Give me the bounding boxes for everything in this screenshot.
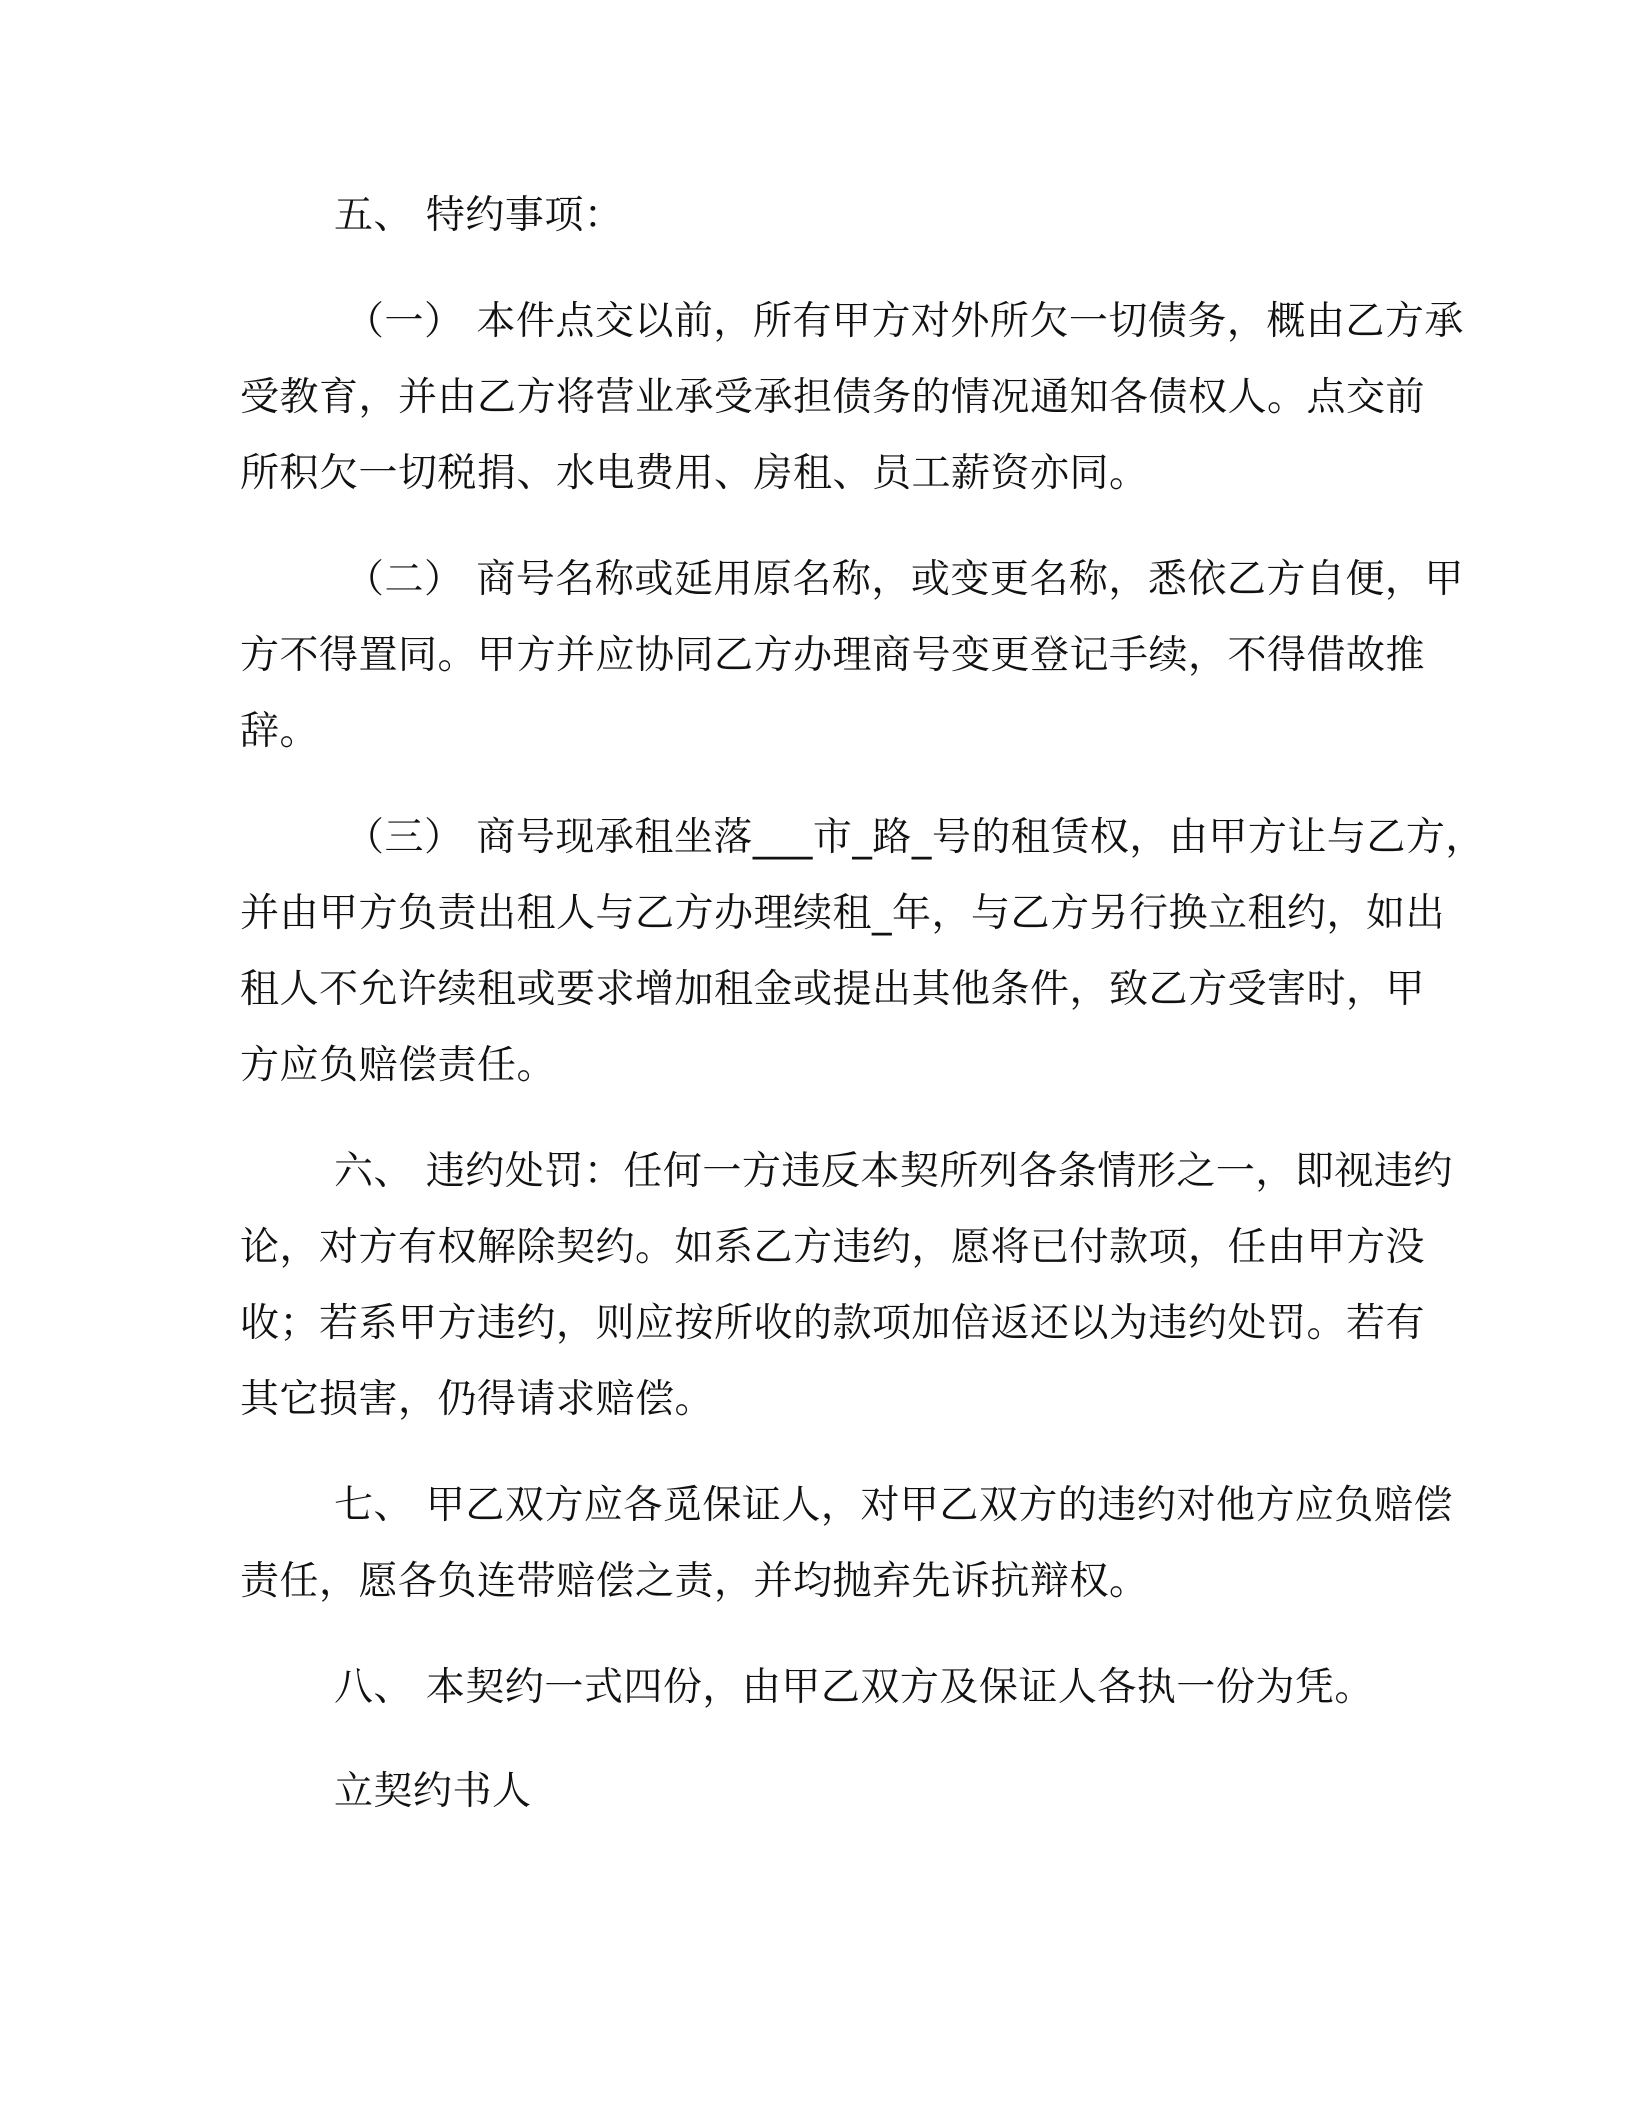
section-6-line-3: 收；若系甲方违约，则应按所收的款项加倍返还以为违约处罚。若有 bbox=[240, 1301, 1426, 1346]
section-8-line-1: 八、 本契约一式四份，由甲乙双方及保证人各执一份为凭。 bbox=[334, 1665, 1374, 1710]
section-6-line-2: 论，对方有权解除契约。如系乙方违约，愿将已付款项，任由甲方没 bbox=[240, 1225, 1426, 1270]
signatory-label: 立契约书人 bbox=[334, 1769, 532, 1814]
clause-5-1-line-3: 所积欠一切税捐、水电费用、房租、员工薪资亦同。 bbox=[240, 451, 1149, 496]
section-5-heading: 五、 特约事项： bbox=[334, 193, 624, 238]
clause-5-3-line-3: 租人不允许续租或要求增加租金或提出其他条件，致乙方受害时，甲 bbox=[240, 967, 1426, 1012]
clause-5-2-line-1: （二） 商号名称或延用原名称，或变更名称，悉依乙方自便，甲 bbox=[345, 557, 1464, 602]
section-7-line-1: 七、 甲乙双方应各觅保证人，对甲乙双方的违约对他方应负赔偿 bbox=[334, 1483, 1453, 1528]
clause-5-1-line-2: 受教育，并由乙方将营业承受承担债务的情况通知各债权人。点交前 bbox=[240, 375, 1426, 420]
section-6-line-4: 其它损害，仍得请求赔偿。 bbox=[240, 1377, 715, 1422]
section-6-line-1: 六、 违约处罚：任何一方违反本契所列各条情形之一，即视违约 bbox=[334, 1149, 1453, 1194]
clause-5-3-line-2: 并由甲方负责出租人与乙方办理续租_年，与乙方另行换立租约，如出 bbox=[240, 891, 1446, 936]
clause-5-2-line-2: 方不得置同。甲方并应协同乙方办理商号变更登记手续，不得借故推 bbox=[240, 633, 1426, 678]
clause-5-2-line-3: 辞。 bbox=[240, 709, 320, 754]
clause-5-3-line-4: 方应负赔偿责任。 bbox=[240, 1043, 557, 1088]
clause-5-1-line-1: （一） 本件点交以前，所有甲方对外所欠一切债务，概由乙方承 bbox=[345, 299, 1464, 344]
clause-5-3-line-1: （三） 商号现承租坐落___市_路_号的租赁权，由甲方让与乙方， bbox=[345, 815, 1485, 860]
section-7-line-2: 责任，愿各负连带赔偿之责，并均抛弃先诉抗辩权。 bbox=[240, 1559, 1149, 1604]
